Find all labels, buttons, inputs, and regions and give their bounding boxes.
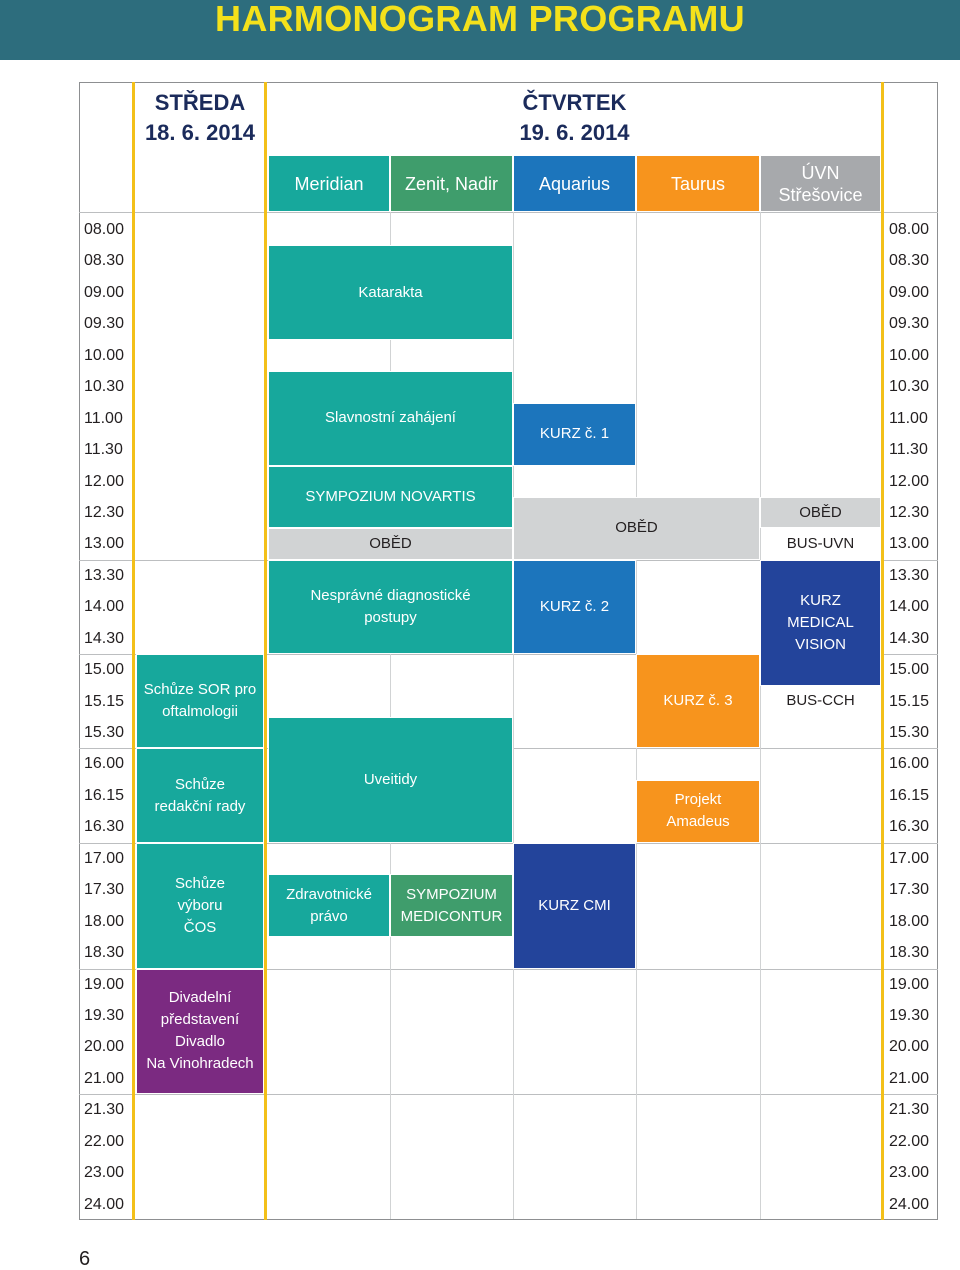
event-kurz-cmi [513, 843, 636, 969]
day-divider [132, 82, 135, 1220]
event-label-line: Katarakta [358, 283, 423, 301]
time-label-left: 24.00 [84, 1195, 125, 1213]
room-header-label: Taurus [670, 173, 726, 194]
time-label-right: 16.30 [889, 818, 930, 836]
time-label-left: 21.30 [84, 1101, 125, 1119]
time-label-left: 08.00 [84, 221, 125, 238]
time-label-right: 13.00 [889, 535, 930, 553]
time-label-right: 10.30 [889, 378, 930, 396]
time-label-right: 11.30 [889, 441, 928, 459]
event-label-line: Na Vinohradech [146, 1055, 254, 1073]
time-label-right: 16.00 [889, 755, 930, 773]
time-label-right: 19.30 [889, 1006, 930, 1024]
event-label-line: Zdravotnické [286, 885, 372, 903]
time-label-left: 14.00 [84, 598, 125, 616]
event-projekt-amadeus [636, 780, 760, 843]
day-name: STŘEDA [154, 90, 246, 115]
grid-line-vertical [513, 212, 514, 1219]
event-label-line: Uveitidy [363, 770, 418, 788]
time-label-left: 18.00 [84, 912, 125, 930]
event-zdravotnicke-pravo [268, 874, 390, 937]
time-label-left: 20.00 [84, 1038, 125, 1056]
time-label-right: 09.00 [889, 283, 930, 301]
event-kurz-medical-vision [760, 560, 881, 686]
time-label-left: 12.30 [84, 503, 125, 521]
event-label-line: ČOS [183, 918, 217, 936]
time-label-left: 23.00 [84, 1164, 125, 1182]
time-label-left: 11.30 [84, 441, 123, 459]
event-obed [760, 497, 881, 528]
time-label-left: 15.30 [84, 724, 125, 741]
event-label-line: Amadeus [666, 813, 730, 831]
time-label-left: 10.00 [84, 346, 125, 364]
time-label-left: 16.15 [84, 786, 125, 804]
time-label-right: 09.30 [889, 315, 930, 333]
time-label-left: 11.00 [84, 409, 123, 427]
event-obed [513, 497, 760, 560]
time-label-left: 13.00 [84, 535, 125, 553]
time-label-left: 09.00 [84, 283, 125, 301]
time-label-right: 21.30 [889, 1101, 930, 1119]
time-label-left: 17.00 [84, 849, 125, 867]
time-label-left: 15.00 [84, 661, 125, 679]
day-date: 19. 6. 2014 [519, 120, 630, 145]
time-label-left: 22.00 [84, 1132, 125, 1150]
time-label-right: 11.00 [889, 409, 928, 427]
time-label-right: 17.00 [889, 849, 930, 867]
room-header-uvn-stresovice [760, 155, 881, 212]
event-label-line: oftalmologii [162, 703, 238, 721]
event-uveitidy [268, 717, 513, 843]
event-schuze-vyboru-cos [136, 843, 264, 969]
event-nespravne-diagnosticke-postupy [268, 560, 513, 654]
event-label-line: SYMPOZIUM NOVARTIS [305, 487, 476, 505]
time-label-right: 12.00 [889, 472, 930, 490]
page-number: 6 [79, 1248, 91, 1270]
event-kurz-c-2 [513, 560, 636, 654]
time-label-right: 18.00 [889, 912, 930, 930]
day-date: 18. 6. 2014 [144, 120, 256, 145]
event-schuze-redakcni-rady [136, 748, 264, 842]
time-label-right: 22.00 [889, 1132, 930, 1150]
time-label-right: 23.00 [889, 1164, 930, 1182]
room-header-label: Zenit, Nadir [404, 173, 499, 194]
room-header-label: ÚVN [801, 162, 840, 183]
event-label-line: Projekt [674, 791, 722, 809]
event-label-line: redakční rady [154, 797, 246, 815]
time-label-right: 08.30 [889, 252, 930, 270]
time-label-left: 09.30 [84, 315, 125, 333]
event-label-line: KURZ č. 3 [663, 692, 733, 710]
event-label-line: postupy [364, 608, 417, 626]
event-label-line: KURZ č. 1 [539, 425, 610, 443]
event-label-line: Divadelní [168, 989, 232, 1007]
grid-line-vertical [390, 212, 391, 1219]
event-label-line: MEDICONTUR [400, 907, 503, 925]
time-label-right: 15.30 [889, 724, 930, 741]
day-name: ČTVRTEK [522, 90, 627, 115]
event-label-line: Schůze [174, 775, 226, 793]
event-label-line: MEDICAL [787, 613, 854, 631]
time-label-right: 19.00 [889, 975, 930, 993]
time-label-left: 08.30 [84, 252, 125, 270]
time-label-right: 16.15 [889, 786, 930, 804]
day-header-wednesday [136, 88, 264, 148]
time-label-right: 14.30 [889, 629, 930, 647]
room-header-meridian [268, 155, 390, 212]
time-label-right: 17.30 [889, 881, 930, 899]
time-label-right: 15.15 [889, 692, 930, 710]
event-label-line: OBĚD [799, 503, 842, 521]
event-label-line: výboru [177, 896, 223, 914]
time-label-right: 18.30 [889, 944, 930, 962]
time-label-left: 19.30 [84, 1006, 125, 1024]
event-label-line: KURZ [800, 591, 841, 609]
event-kurz-c-1 [513, 403, 636, 466]
event-label-line: Nesprávné diagnostické [310, 586, 471, 604]
time-label-left: 16.00 [84, 755, 125, 773]
event-label-line: Schůze SOR pro [143, 681, 257, 699]
event-label-line: Divadlo [174, 1033, 226, 1051]
room-header-aquarius [513, 155, 636, 212]
time-label-right: 14.00 [889, 598, 930, 616]
room-header-label: Střešovice [778, 184, 863, 205]
event-label-line: VISION [795, 635, 846, 653]
event-label-line: KURZ č. 2 [539, 597, 610, 615]
event-label-line: OBĚD [369, 535, 412, 553]
room-header-zenit-nadir [390, 155, 513, 212]
event-label-line: BUS-UVN [786, 535, 855, 553]
event-katarakta [268, 245, 513, 339]
time-label-left: 21.00 [84, 1069, 125, 1087]
event-kurz-c-3 [636, 654, 760, 748]
time-label-right: 13.30 [889, 566, 930, 584]
event-label-line: Schůze [174, 874, 226, 892]
event-divadelni-predstaveni-divadlo-na-vinohradech [136, 969, 264, 1095]
time-label-right: 15.00 [889, 661, 930, 679]
grid-line-horizontal [79, 212, 938, 213]
event-label-line: představení [160, 1011, 240, 1029]
time-label-left: 15.15 [84, 692, 125, 710]
event-obed [268, 528, 513, 559]
time-label-left: 12.00 [84, 472, 125, 490]
time-label-right: 24.00 [889, 1195, 930, 1213]
room-header-label: Aquarius [538, 173, 611, 194]
time-label-right: 08.00 [889, 221, 930, 238]
time-label-left: 14.30 [84, 629, 125, 647]
time-label-left: 17.30 [84, 881, 125, 899]
time-label-left: 13.30 [84, 566, 125, 584]
time-label-left: 10.30 [84, 378, 125, 396]
event-sympozium-medicontur [390, 874, 513, 937]
room-header-label: Meridian [294, 173, 364, 194]
time-label-right: 10.00 [889, 346, 930, 364]
time-label-left: 18.30 [84, 944, 125, 962]
day-divider [881, 82, 884, 1220]
time-label-right: 20.00 [889, 1038, 930, 1056]
event-label-line: OBĚD [615, 519, 658, 537]
event-bus-uvn [760, 528, 881, 559]
time-label-left: 19.00 [84, 975, 125, 993]
time-label-left: 16.30 [84, 818, 125, 836]
event-label-line: SYMPOZIUM [406, 885, 497, 903]
event-label-line: BUS-CCH [786, 692, 855, 710]
time-label-right: 21.00 [889, 1069, 930, 1087]
page-title: HARMONOGRAM PROGRAMU [215, 0, 745, 39]
event-bus-cch [760, 686, 881, 717]
event-schuze-sor-pro-oftalmologii [136, 654, 264, 748]
event-slavnostni-zahajeni [268, 371, 513, 465]
day-header-thursday [268, 88, 881, 148]
time-label-right: 12.30 [889, 503, 930, 521]
event-label-line: právo [310, 907, 348, 925]
event-label-line: Slavnostní zahájení [325, 409, 456, 427]
event-sympozium-novartis [268, 466, 513, 529]
event-label-line: KURZ CMI [538, 896, 611, 914]
day-divider [264, 82, 267, 1220]
room-header-taurus [636, 155, 760, 212]
